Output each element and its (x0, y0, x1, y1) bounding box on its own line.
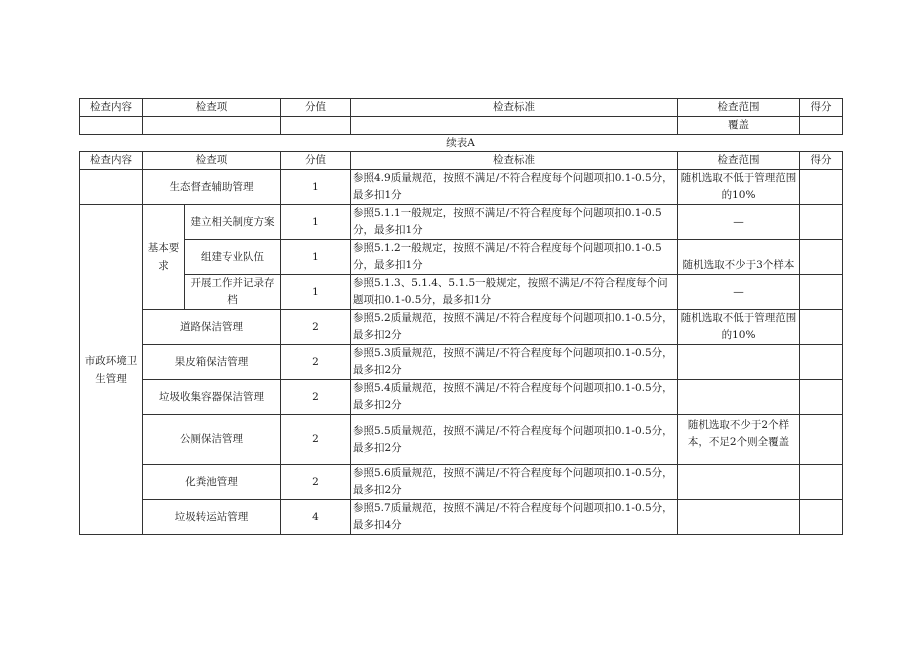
table-row (80, 310, 843, 345)
cell-got (800, 465, 843, 500)
cell-standard: 参照5.3质量规范，按照不满足/不符合程度每个问题项扣0.1-0.5分，最多扣2分 (351, 345, 678, 380)
table-row (80, 170, 843, 205)
cell-standard: 参照5.2质量规范，按照不满足/不符合程度每个问题项扣0.1-0.5分，最多扣2分 (351, 310, 678, 345)
table-row (80, 500, 843, 535)
cell-item: 垃圾收集容器保洁管理 (143, 380, 281, 415)
cell-got (800, 345, 843, 380)
cell-score: 1 (281, 275, 351, 310)
cell-empty (281, 117, 351, 135)
cell-empty (80, 117, 143, 135)
cell-standard: 参照4.9质量规范，按照不满足/不符合程度每个问题项扣0.1-0.5分，最多扣1分 (351, 170, 678, 205)
header-got: 得分 (800, 99, 843, 117)
cell-empty (800, 117, 843, 135)
cell-item: 道路保洁管理 (143, 310, 281, 345)
header-standard: 检查标准 (351, 99, 678, 117)
cell-range (678, 500, 800, 535)
cell-range (678, 345, 800, 380)
cell-range: — (678, 275, 800, 310)
cell-range (678, 465, 800, 500)
cell-got (800, 415, 843, 465)
cell-score: 4 (281, 500, 351, 535)
cell-range (678, 380, 800, 415)
cell-standard: 参照5.5质量规范，按照不满足/不符合程度每个问题项扣0.1-0.5分，最多扣2分 (351, 415, 678, 465)
cell-item: 组建专业队伍 (185, 240, 281, 275)
cell-range: 随机选取不低于管理范围的10% (678, 170, 800, 205)
cell-item: 建立相关制度方案 (185, 205, 281, 240)
header-score: 分值 (281, 152, 351, 170)
cell-subgroup: 基本要求 (143, 205, 185, 310)
table-row (80, 117, 843, 135)
cell-got (800, 275, 843, 310)
header-item: 检查项 (143, 152, 281, 170)
header-item: 检查项 (143, 99, 281, 117)
cell-got (800, 240, 843, 275)
cell-score: 1 (281, 240, 351, 275)
cell-range: 覆盖 (678, 117, 800, 135)
cell-group: 市政环境卫生管理 (80, 205, 143, 535)
table-row (80, 415, 843, 465)
cell-range: 随机选取不少于2个样本，不足2个则全覆盖 (678, 415, 800, 465)
cell-standard: 参照5.6质量规范，按照不满足/不符合程度每个问题项扣0.1-0.5分，最多扣2分 (351, 465, 678, 500)
cell-score: 2 (281, 310, 351, 345)
previous-table (79, 98, 843, 135)
cell-empty (143, 117, 281, 135)
table-row (80, 380, 843, 415)
header-score: 分值 (281, 99, 351, 117)
header-range: 检查范围 (678, 152, 800, 170)
cell-got (800, 500, 843, 535)
cell-empty (351, 117, 678, 135)
cell-standard: 参照5.1.1一般规定，按照不满足/不符合程度每个问题项扣0.1-0.5分，最多扣1分 (351, 205, 678, 240)
cell-got (800, 380, 843, 415)
cell-item: 果皮箱保洁管理 (143, 345, 281, 380)
cell-score: 2 (281, 415, 351, 465)
main-table (79, 151, 843, 535)
cell-got (800, 310, 843, 345)
cell-empty (80, 170, 143, 205)
cell-standard: 参照5.7质量规范，按照不满足/不符合程度每个问题项扣0.1-0.5分，最多扣4分 (351, 500, 678, 535)
table-header-row (80, 99, 843, 117)
cell-score: 2 (281, 465, 351, 500)
cell-item: 开展工作并记录存档 (185, 275, 281, 310)
cell-item: 生态督查辅助管理 (143, 170, 281, 205)
table-row (80, 345, 843, 380)
cell-standard: 参照5.1.3、5.1.4、5.1.5一般规定，按照不满足/不符合程度每个问题项扣0.1-0.5分，最多扣1分 (351, 275, 678, 310)
cell-standard: 参照5.1.2一般规定，按照不满足/不符合程度每个问题项扣0.1-0.5分，最多扣1分 (351, 240, 678, 275)
cell-score: 2 (281, 380, 351, 415)
cell-item: 化粪池管理 (143, 465, 281, 500)
cell-score: 2 (281, 345, 351, 380)
cell-range: — (678, 205, 800, 240)
table-row (80, 465, 843, 500)
cell-item: 公厕保洁管理 (143, 415, 281, 465)
header-content: 检查内容 (80, 152, 143, 170)
table-row (80, 275, 843, 310)
cell-range: 随机选取不少于3个样本 (678, 240, 800, 275)
cell-range: 随机选取不低于管理范围的10% (678, 310, 800, 345)
table-caption: 续表A (446, 137, 475, 149)
table-row (80, 240, 843, 275)
cell-item: 垃圾转运站管理 (143, 500, 281, 535)
table-row (80, 205, 843, 240)
header-content: 检查内容 (80, 99, 143, 117)
table-header-row (80, 152, 843, 170)
cell-score: 1 (281, 205, 351, 240)
cell-got (800, 170, 843, 205)
header-got: 得分 (800, 152, 843, 170)
cell-score: 1 (281, 170, 351, 205)
cell-standard: 参照5.4质量规范，按照不满足/不符合程度每个问题项扣0.1-0.5分，最多扣2分 (351, 380, 678, 415)
header-standard: 检查标准 (351, 152, 678, 170)
header-range: 检查范围 (678, 99, 800, 117)
cell-got (800, 205, 843, 240)
